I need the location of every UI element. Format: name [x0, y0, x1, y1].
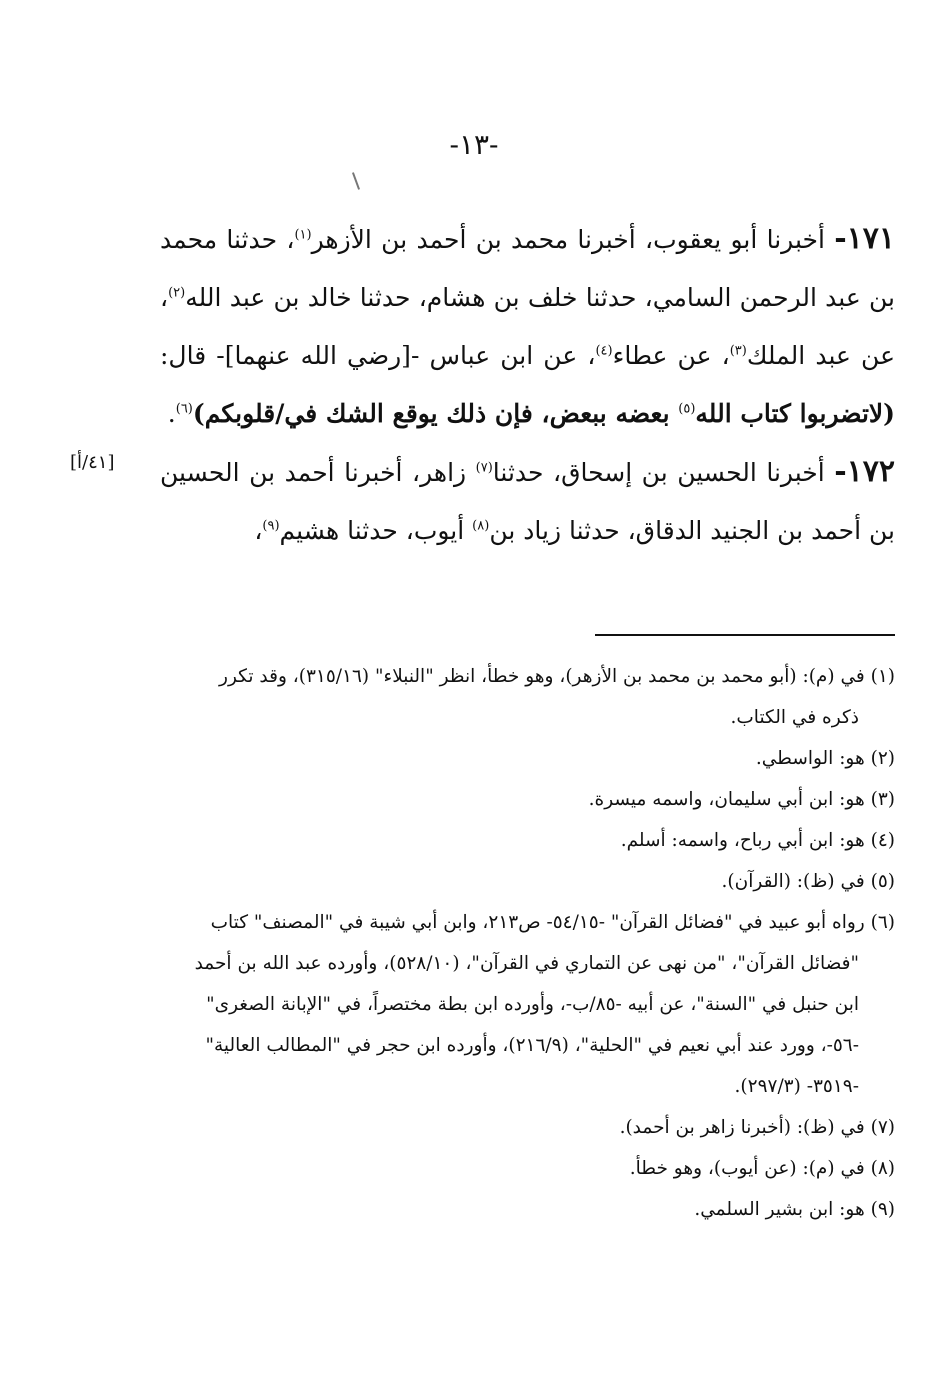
- footnotes: [140, 656, 895, 1230]
- stray-mark: [352, 172, 360, 190]
- footnote-separator: [595, 634, 895, 636]
- hadith-171: [160, 210, 895, 443]
- hadith-text: أخبرنا الحسين بن إسحاق، حدثنا: [492, 458, 835, 487]
- hadith-text: ،: [254, 516, 263, 545]
- hadith-text: ، عن عطاء: [612, 341, 730, 370]
- hadith-text: زاهر، أخبرنا أحمد بن الحسين بن أحمد بن الجنيد الدقاق، حدثنا زياد بن: [160, 458, 895, 545]
- footnote-3: (٣) هو: ابن أبي سليمان، واسمه ميسرة.: [588, 789, 895, 810]
- hadith-172: [160, 443, 895, 560]
- footnote-marker: (٢): [168, 285, 186, 301]
- footnote-4: (٤) هو: ابن أبي رباح، واسمه: أسلم.: [620, 830, 895, 851]
- footnote-6-continued: -٣٥١٩- (٢٩٧/٣).: [734, 1076, 859, 1097]
- hadith-number: ١٧١-: [834, 221, 895, 256]
- hadith-quote: (لاتضربوا كتاب الله: [695, 399, 895, 428]
- hadith-text: ، عن ابن عباس -[رضي الله عنهما]- قال:: [160, 341, 596, 370]
- footnote-marker: (١): [294, 227, 312, 243]
- hadith-text: أخبرنا أبو يعقوب، أخبرنا محمد بن أحمد بن الأزهر: [311, 225, 835, 254]
- footnote-marker: (٤): [595, 343, 613, 359]
- footnote-marker: (٣): [729, 343, 747, 359]
- footnote-6: (٦) رواه أبو عبيد في "فضائل القرآن" -٥٤/١٥- ص٢١٣، وابن أبي شيبة في "المصنف" كتاب: [210, 912, 895, 933]
- footnote-6-continued: ابن حنبل في "السنة"، عن أبيه -٨٥/ب-، وأورده ابن بطة مختصراً، في "الإبانة الصغرى": [206, 994, 859, 1015]
- footnote-marker: (٦): [175, 401, 193, 417]
- page-number: -١٣-: [449, 128, 499, 161]
- footnote-marker: (٩): [262, 518, 280, 534]
- main-text: [160, 210, 895, 560]
- hadith-number: ١٧٢-: [834, 454, 895, 489]
- footnote-7: (٧) في (ظ): (أخبرنا زاهر بن أحمد).: [619, 1117, 895, 1138]
- footnote-8: (٨) في (م): (عن أيوب)، وهو خطأ.: [629, 1158, 895, 1179]
- footnote-marker: (٨): [472, 518, 490, 534]
- footnote-marker: (٥): [678, 401, 696, 417]
- hadith-text: .: [167, 399, 176, 428]
- hadith-text: أيوب، حدثنا هشيم: [279, 516, 473, 545]
- footnote-1: (١) في (م): (أبو محمد بن محمد بن الأزهر)، وهو خطأ، انظر "النبلاء" (٣١٥/١٦)، وقد تكرر: [219, 666, 895, 687]
- margin-reference: [٤١/أ]: [70, 452, 115, 473]
- hadith-quote: بعضه ببعض، فإن ذلك يوقع الشك في/قلوبكم): [192, 399, 679, 428]
- footnote-6-continued: -٥٦-، وورد عند أبي نعيم في "الحلية"، (٢١٦/٩)، وأورده ابن حجر في "المطالب العالية": [205, 1035, 859, 1056]
- hadith-text: ، عن عبد الملك: [160, 283, 895, 370]
- footnote-marker: (٧): [475, 460, 493, 476]
- hadith-text: ، حدثنا محمد بن عبد الرحمن السامي، حدثنا خلف بن هشام، حدثنا خالد بن عبد الله: [160, 225, 895, 312]
- footnote-9: (٩) هو: ابن بشير السلمي.: [694, 1199, 895, 1220]
- footnote-1-continued: ذكره في الكتاب.: [730, 707, 859, 728]
- footnote-2: (٢) هو: الواسطي.: [755, 748, 895, 769]
- footnote-6-continued: "فضائل القرآن"، "من نهى عن التماري في القرآن"، (٥٢٨/١٠)، وأورده عبد الله بن أحمد: [194, 953, 859, 974]
- footnote-5: (٥) في (ظ): (القرآن).: [721, 871, 895, 892]
